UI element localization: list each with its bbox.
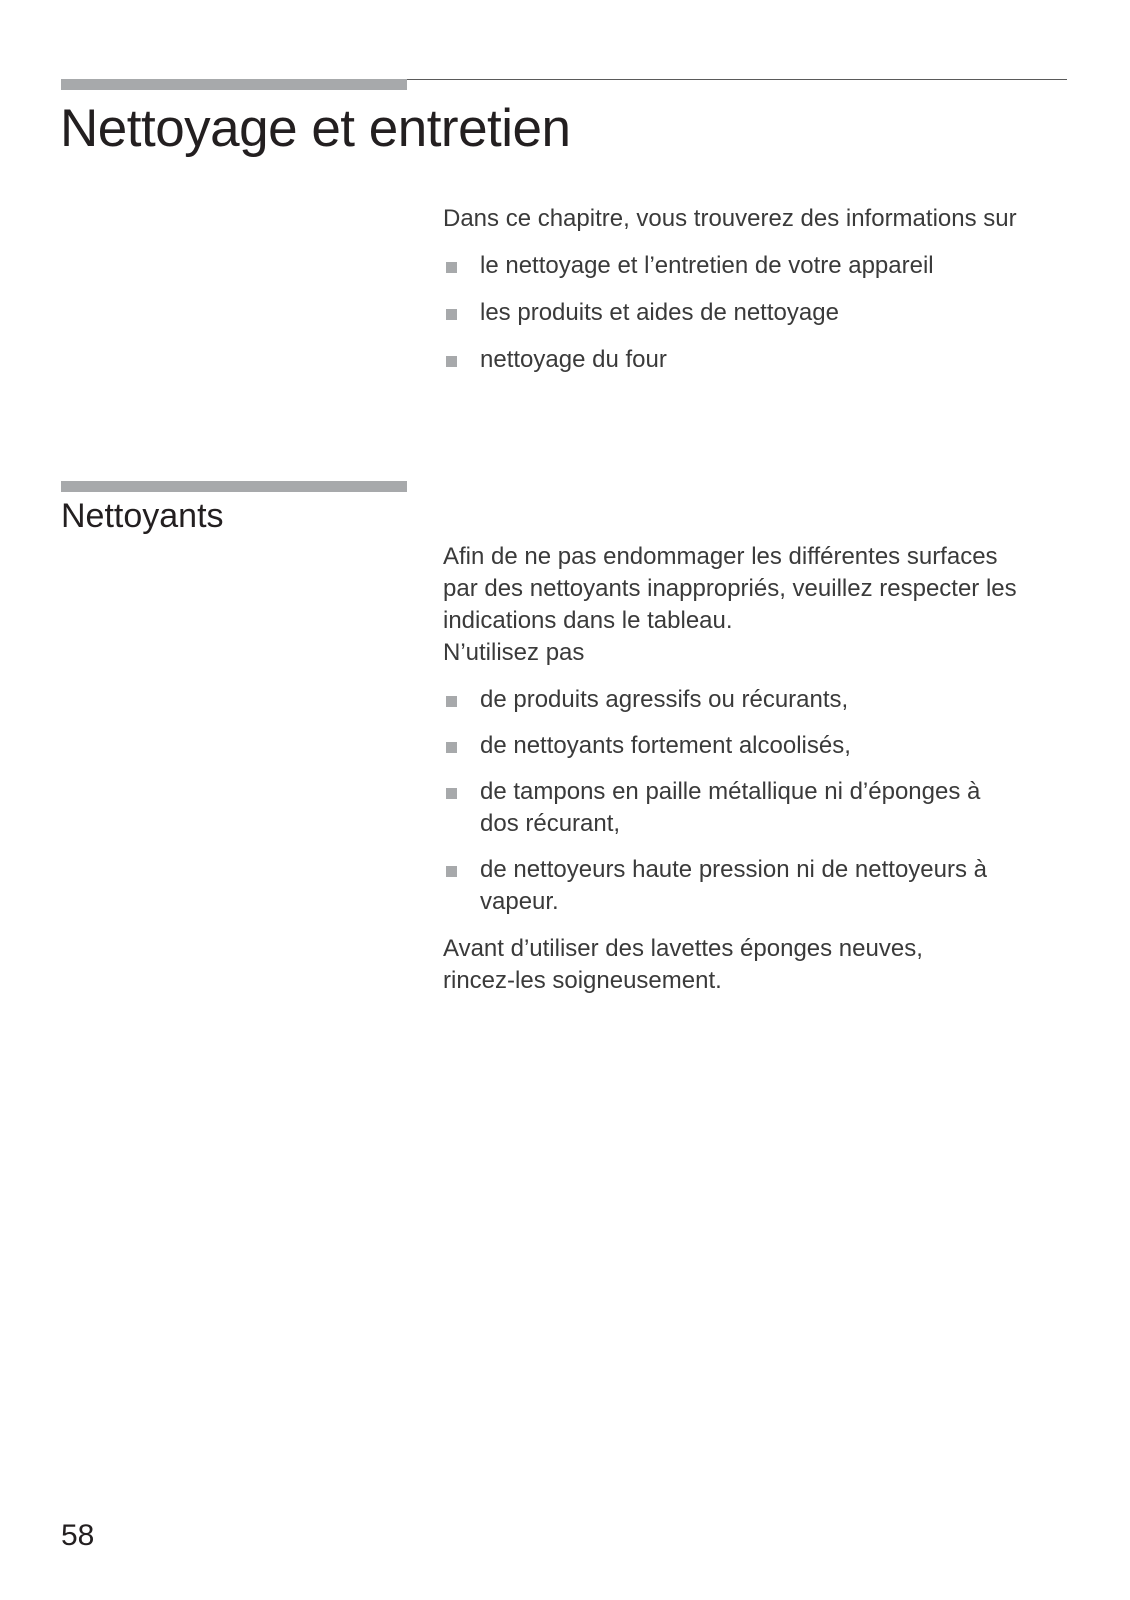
- list-item-line: de nettoyants fortement alcoolisés,: [480, 732, 851, 759]
- page-number: 58: [61, 1519, 95, 1552]
- list-item: [443, 684, 1073, 716]
- list-item: nettoyage du four: [443, 344, 1073, 376]
- list-item-line: de produits agressifs ou récurants,: [480, 686, 849, 713]
- list-item: le nettoyage et l’entretien de votre appareil: [443, 250, 1073, 282]
- section-title: Nettoyants: [61, 497, 224, 535]
- list-item-line: de tampons en paille métallique ni d’éponges à: [480, 778, 981, 805]
- chapter-header-rule: [61, 79, 407, 90]
- paragraph-line: indications dans le tableau.: [443, 607, 733, 634]
- list-item: [443, 776, 1073, 840]
- chapter-intro-text: Dans ce chapitre, vous trouverez des informations sur: [443, 205, 1017, 232]
- paragraph-line: rincez-les soigneusement.: [443, 967, 722, 994]
- paragraph-line: Afin de ne pas endommager les différentes surfaces: [443, 543, 998, 570]
- closing-paragraph: [443, 933, 1073, 997]
- paragraph-line: par des nettoyants inappropriés, veuillez respecter les: [443, 575, 1017, 602]
- section-body: [443, 541, 1073, 997]
- list-item-line: vapeur.: [480, 888, 559, 915]
- chapter-title: Nettoyage et entretien: [60, 99, 571, 158]
- list-item: [443, 730, 1073, 762]
- list-item: [443, 854, 1073, 918]
- chapter-header-thin-rule: [407, 79, 1067, 80]
- chapter-intro-block: [443, 203, 1073, 376]
- section-header-rule: [61, 481, 407, 492]
- prohibited-cleaners-list: [443, 684, 1073, 918]
- list-item: les produits et aides de nettoyage: [443, 297, 1073, 329]
- list-item-line: de nettoyeurs haute pression ni de nettoyeurs à: [480, 856, 987, 883]
- paragraph-line: Avant d’utiliser des lavettes éponges neuves,: [443, 935, 923, 962]
- section-paragraph: [443, 541, 1073, 669]
- list-item-line: dos récurant,: [480, 810, 621, 837]
- paragraph-line: N’utilisez pas: [443, 639, 585, 666]
- chapter-topic-list: [443, 250, 1073, 376]
